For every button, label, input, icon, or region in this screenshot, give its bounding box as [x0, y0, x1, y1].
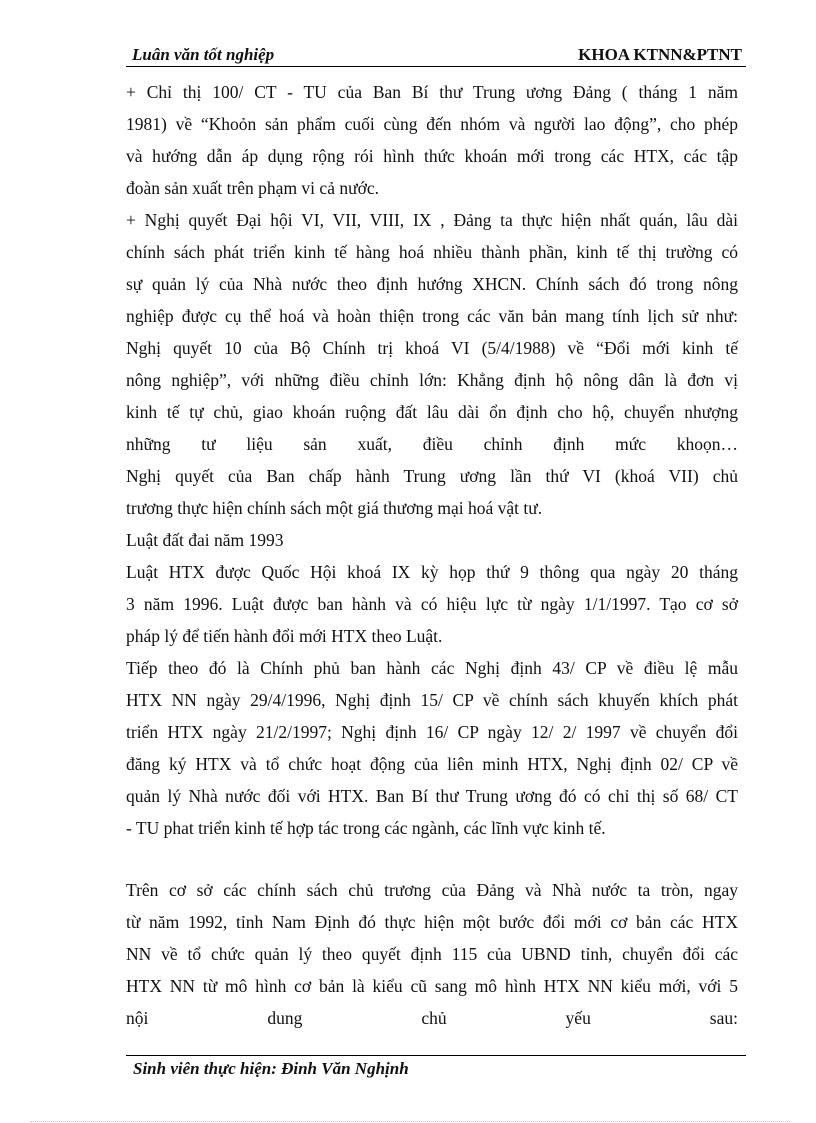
header-thesis-label: Luân văn tốt nghiệp: [132, 45, 275, 64]
text-line: đoàn sản xuất trên phạm vi cả nước.: [126, 178, 379, 198]
page-bottom-edge: [30, 1121, 790, 1122]
footer-divider: [126, 1055, 746, 1056]
text-line: đăng ký HTX và tổ chức hoạt động của liên minh HTX, Nghị định 02/ CP về: [126, 754, 738, 774]
text-line: 3 năm 1996. Luật được ban hành và có hiệu lực từ ngày 1/1/1997. Tạo cơ sở: [126, 594, 738, 614]
text-line: NN về tổ chức quản lý theo quyết định 115 của UBND tỉnh, chuyển đổi các: [126, 944, 738, 964]
text-line: nội dung chủ yếu sau:: [126, 1008, 738, 1028]
text-line: HTX NN ngày 29/4/1996, Nghị định 15/ CP về chính sách khuyến khích phát: [126, 690, 738, 710]
text-line: pháp lý để tiến hành đổi mới HTX theo Luật.: [126, 626, 443, 646]
page-header: [126, 44, 746, 67]
text-line: nghiệp được cụ thể hoá và hoàn thiện trong các văn bản mang tính lịch sử như:: [126, 306, 738, 326]
text-line: chính sách phát triển kinh tế hàng hoá nhiều thành phần, kinh tế thị trường có: [126, 242, 738, 262]
text-line: triển HTX ngày 21/2/1997; Nghị định 16/ CP ngày 12/ 2/ 1997 về chuyển đổi: [126, 722, 738, 742]
text-line: + Nghị quyết Đại hội VI, VII, VIII, IX , Đảng ta thực hiện nhất quán, lâu dài: [126, 210, 738, 230]
text-line: Nghị quyết 10 của Bộ Chính trị khoá VI (5/4/1988) về “Đổi mới kinh tế: [126, 338, 738, 358]
text-line: Luật HTX được Quốc Hội khoá IX kỳ họp thứ 9 thông qua ngày 20 tháng: [126, 562, 738, 582]
text-line: sự quản lý của Nhà nước theo định hướng XHCN. Chính sách đó trong nông: [126, 274, 738, 294]
header-faculty-label: KHOA KTNN&PTNT: [578, 45, 742, 64]
text-line: nông nghiệp”, với những điều chỉnh lớn: Khẳng định hộ nông dân là đơn vị: [126, 370, 738, 390]
text-line: từ năm 1992, tỉnh Nam Định đó thực hiện một bước đổi mới cơ bản các HTX: [126, 912, 738, 932]
text-line: quản lý Nhà nước đối với HTX. Ban Bí thư Trung ương đó có chỉ thị số 68/ CT: [126, 786, 738, 806]
footer-author: Sinh viên thực hiện: Đinh Văn Nghịnh: [133, 1059, 409, 1078]
text-line: và hướng dẫn áp dụng rộng rói hình thức khoán mới trong các HTX, các tập: [126, 146, 738, 166]
text-line: Tiếp theo đó là Chính phủ ban hành các Nghị định 43/ CP về điều lệ mẫu: [126, 658, 738, 678]
text-line: 1981) về “Khoỏn sản phẩm cuối cùng đến nhóm và người lao động”, cho phép: [126, 114, 738, 134]
text-line: HTX NN từ mô hình cơ bản là kiểu cũ sang mô hình HTX NN kiểu mới, với 5: [126, 976, 738, 996]
text-line: kinh tế tự chủ, giao khoán ruộng đất lâu dài ổn định cho hộ, chuyển nhượng: [126, 402, 738, 422]
text-line: những tư liệu sản xuất, điều chỉnh định mức khoọn…: [126, 434, 738, 454]
text-line: trương thực hiện chính sách một giá thương mại hoá vật tư.: [126, 498, 543, 518]
text-line: Luật đất đai năm 1993: [126, 530, 284, 550]
text-line: + Chỉ thị 100/ CT - TU của Ban Bí thư Trung ương Đảng ( tháng 1 năm: [126, 82, 738, 102]
text-line: Nghị quyết của Ban chấp hành Trung ương lần thứ VI (khoá VII) chủ: [126, 466, 738, 486]
text-line: - TU phat triển kinh tế hợp tác trong các ngành, các lĩnh vực kinh tế.: [126, 818, 606, 838]
text-line: Trên cơ sở các chính sách chủ trương của Đảng và Nhà nước ta tròn, ngay: [126, 880, 738, 900]
